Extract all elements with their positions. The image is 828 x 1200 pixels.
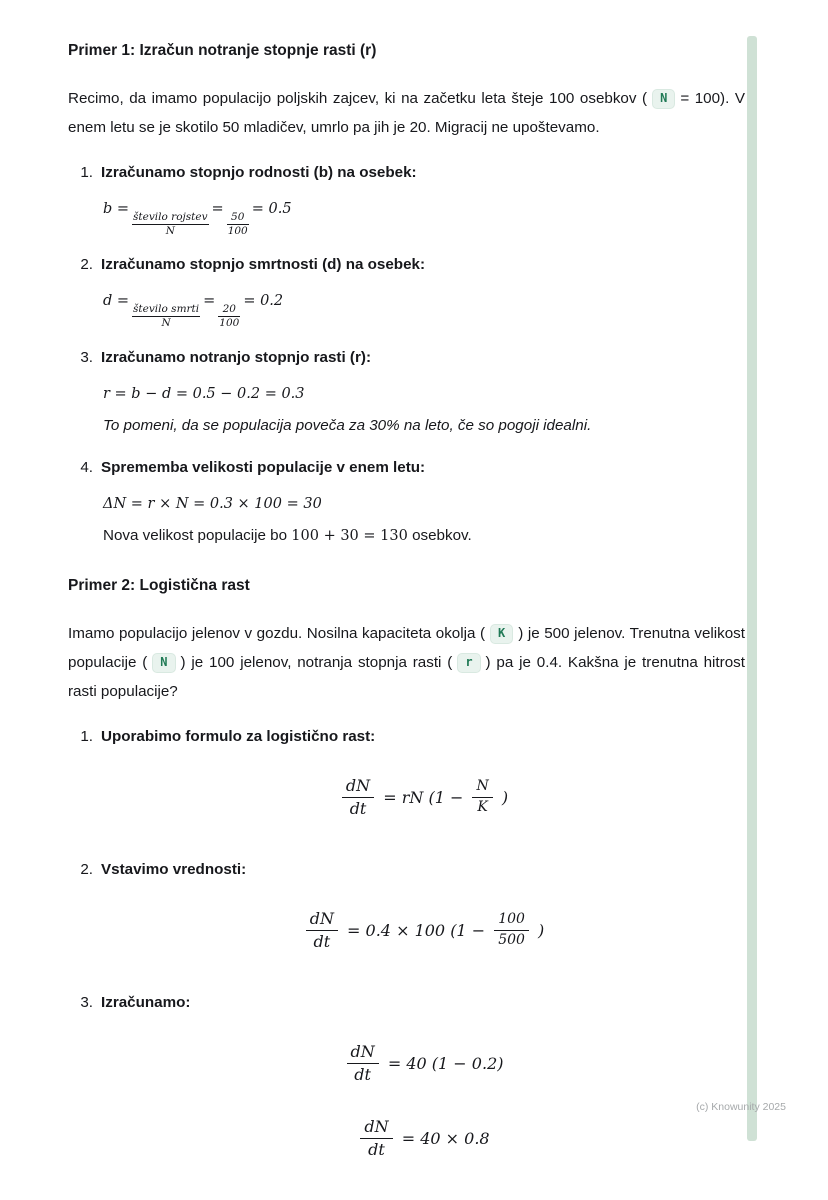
formula-birth-rate — [103, 196, 745, 238]
list-item — [68, 726, 745, 849]
intro-text: = 100). V enem letu se je skotilo 50 mladičev, umrlo pa jih je 20. Migracij ne upoštevamo. — [68, 90, 746, 136]
fraction-denominator: N — [161, 317, 171, 330]
list-number: 4. — [80, 458, 93, 476]
step-title: Izračunamo notranjo stopnjo rasti (r): — [101, 348, 372, 366]
list-body — [101, 859, 745, 982]
primer2-heading: Primer 2: Logistična rast — [68, 576, 250, 594]
math-token: ) — [538, 920, 545, 940]
step-title: Uporabimo formulo za logistično rast: — [101, 727, 376, 745]
fraction — [494, 911, 529, 949]
list-body — [101, 162, 745, 244]
step-title: Izračunamo stopnjo rodnosti (b) na osebek: — [101, 164, 417, 181]
primer2-intro-paragraph — [68, 619, 745, 706]
formula-note: To pomeni, da se populacija poveča za 30% na leto, če so pogoji idealni. — [103, 416, 592, 434]
list-body — [101, 726, 745, 849]
fraction-numerator: število rojstev — [132, 211, 208, 225]
list-item — [68, 859, 745, 982]
variable-badge-r: r — [457, 653, 480, 673]
list-body — [101, 992, 745, 1190]
document-content — [68, 0, 745, 1200]
fraction — [472, 778, 492, 816]
fraction-denominator: N — [165, 225, 175, 238]
step-title: Sprememba velikosti populacije v enem letu: — [101, 458, 426, 476]
fraction — [347, 1042, 379, 1085]
list-number: 2. — [80, 860, 93, 878]
formula-population-change: ΔN = r × N = 0.3 × 100 = 30 — [103, 495, 322, 512]
formula-logistic-general — [101, 776, 745, 819]
fraction-numerator: 50 — [227, 211, 249, 225]
list-number: 1. — [80, 164, 93, 181]
math-token: = — [203, 293, 216, 310]
fraction-denominator: 100 — [219, 317, 240, 330]
math-token: = 0.5 — [251, 201, 292, 217]
watermark: (c) Knowunity 2025 — [696, 1101, 786, 1113]
math-token: = — [211, 201, 224, 217]
list-body — [101, 254, 745, 336]
variable-badge-n: N — [652, 89, 675, 109]
step-title: Izračunamo: — [101, 993, 191, 1011]
fraction-numerator: dN — [360, 1117, 392, 1139]
list-number: 3. — [80, 993, 93, 1011]
note-text: osebkov. — [412, 526, 472, 544]
fraction — [306, 909, 338, 952]
fraction-numerator: N — [472, 778, 492, 798]
list-item — [68, 254, 745, 336]
math-token: ) — [501, 787, 509, 807]
list-item — [68, 457, 745, 549]
fraction-denominator: 100 — [227, 225, 248, 238]
math-token: b = — [103, 201, 130, 217]
math-token: 100 + 30 = 130 — [291, 527, 408, 544]
fraction-denominator: K — [477, 798, 488, 815]
variable-badge-k: K — [490, 624, 513, 644]
list-item — [68, 347, 745, 439]
fraction-numerator: 100 — [494, 911, 529, 931]
primer2-steps — [68, 726, 745, 1190]
intro-text: ) je 100 jelenov, notranja stopnja rasti ( — [180, 653, 453, 671]
formula-calculation-step1 — [101, 1042, 745, 1085]
primer1-steps — [68, 162, 745, 549]
list-number: 1. — [80, 727, 93, 745]
fraction — [342, 776, 374, 819]
formula-death-rate — [103, 288, 745, 330]
fraction — [218, 303, 240, 330]
formula-note — [103, 523, 745, 549]
fraction-denominator: dt — [313, 931, 331, 951]
formula-growth-rate: r = b − d = 0.5 − 0.2 = 0.3 — [103, 385, 305, 402]
formula-logistic-values — [101, 909, 745, 952]
math-token: = 40 × 0.8 — [401, 1128, 490, 1148]
fraction-denominator: dt — [354, 1064, 371, 1084]
fraction-numerator: dN — [342, 776, 374, 798]
list-item — [68, 162, 745, 244]
primer1-heading: Primer 1: Izračun notranje stopnje rasti (r) — [68, 42, 377, 59]
primer1-intro-paragraph — [68, 84, 745, 142]
fraction-denominator: 500 — [498, 931, 525, 948]
formula-calculation-step2 — [101, 1117, 745, 1160]
math-token: = 40 (1 − 0.2) — [387, 1053, 504, 1073]
intro-text: ) pa je 0.4. Kakšna je trenutna hitrost rasti populacije? — [68, 653, 745, 700]
list-body — [101, 457, 745, 549]
math-token: = rN (1 − — [383, 787, 464, 807]
step-title: Izračunamo stopnjo smrtnosti (d) na osebek: — [101, 256, 426, 274]
fraction — [360, 1117, 392, 1160]
note-text: Nova velikost populacije bo — [103, 526, 288, 544]
fraction — [132, 303, 200, 330]
fraction-numerator: 20 — [218, 303, 240, 317]
fraction-numerator: dN — [306, 909, 338, 931]
fraction — [227, 211, 249, 238]
math-token: d = — [103, 293, 130, 310]
variable-badge-n: N — [152, 653, 175, 673]
list-body — [101, 347, 745, 439]
fraction-numerator: število smrti — [132, 303, 200, 317]
intro-text: ) je 500 jelenov. Trenutna velikost populacije ( — [68, 624, 745, 671]
fraction-denominator: dt — [368, 1139, 385, 1159]
page-edge-bar — [747, 36, 757, 1141]
math-token: = 0.4 × 100 (1 − — [347, 920, 486, 940]
list-number: 3. — [80, 348, 93, 366]
math-token: = 0.2 — [243, 293, 284, 310]
fraction-numerator: dN — [347, 1042, 379, 1064]
list-item — [68, 992, 745, 1190]
step-title: Vstavimo vrednosti: — [101, 860, 247, 878]
fraction-denominator: dt — [349, 798, 367, 818]
intro-text: Imamo populacijo jelenov v gozdu. Nosilna kapaciteta okolja ( — [68, 624, 486, 642]
intro-text: Recimo, da imamo populacijo poljskih zajcev, ki na začetku leta šteje 100 osebkov ( — [68, 90, 648, 107]
fraction — [132, 211, 208, 238]
list-number: 2. — [80, 256, 93, 274]
